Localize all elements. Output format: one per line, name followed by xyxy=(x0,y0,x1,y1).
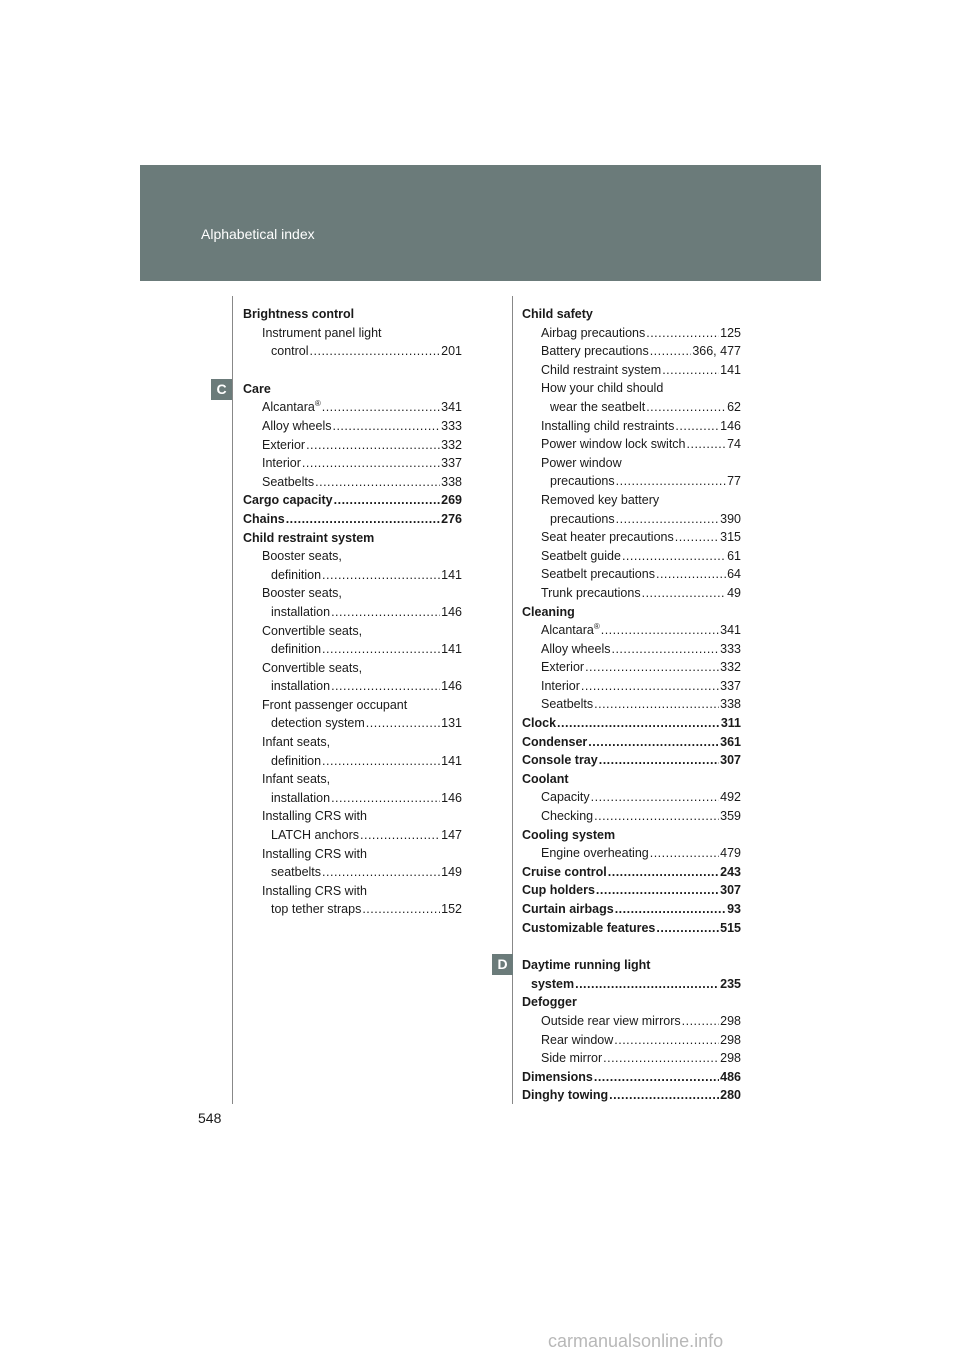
dot-leader xyxy=(616,510,720,529)
page-reference: 341 xyxy=(720,623,741,638)
dot-leader xyxy=(596,881,719,900)
index-subentry xyxy=(243,696,462,733)
entry-term: Interior xyxy=(541,678,580,693)
page-reference: 311 xyxy=(720,716,741,731)
entry-term: Booster seats, xyxy=(262,586,342,601)
page-reference: 333 xyxy=(720,641,741,656)
dot-leader xyxy=(315,473,440,492)
page-reference: 131 xyxy=(441,716,462,731)
dot-leader xyxy=(646,398,726,417)
entry-term: Rear window xyxy=(541,1032,614,1047)
page-header xyxy=(140,165,821,281)
page-reference: 332 xyxy=(441,437,462,452)
index-subentry xyxy=(243,417,462,436)
page-reference: 64 xyxy=(727,567,741,582)
entry-term: Power window lock switch xyxy=(541,437,686,452)
entry-term: Dimensions xyxy=(522,1069,593,1084)
entry-term: Convertible seats, xyxy=(262,660,363,675)
entry-term: Child safety xyxy=(522,307,593,321)
index-subentry xyxy=(522,491,741,528)
index-entry xyxy=(522,603,741,622)
page-reference: 62 xyxy=(727,399,741,414)
page-reference: 201 xyxy=(441,344,462,359)
index-entry xyxy=(522,305,741,324)
index-subentry xyxy=(243,398,462,417)
dot-leader xyxy=(614,1031,719,1050)
entry-term: Outside rear view mirrors xyxy=(541,1013,681,1028)
index-subentry xyxy=(522,565,741,584)
middle-column-rule xyxy=(512,296,513,1104)
entry-term: Removed key battery xyxy=(541,492,660,507)
dot-leader xyxy=(362,900,440,919)
index-subentry xyxy=(522,435,741,454)
page-reference: 77 xyxy=(727,474,741,489)
index-subentry xyxy=(522,695,741,714)
index-subentry xyxy=(243,473,462,492)
entry-term: Instrument panel light xyxy=(262,325,382,340)
page-reference: 390 xyxy=(720,511,741,526)
index-subentry xyxy=(522,1049,741,1068)
entry-term: Seatbelt precautions xyxy=(541,567,655,582)
index-subentry xyxy=(522,807,741,826)
index-subentry xyxy=(522,844,741,863)
index-column-right xyxy=(522,305,741,1105)
header-title: Alphabetical index xyxy=(201,226,315,242)
index-subentry xyxy=(243,324,462,361)
dot-leader xyxy=(662,361,719,380)
page-reference: 141 xyxy=(441,642,462,657)
index-subentry xyxy=(522,788,741,807)
dot-leader xyxy=(687,435,727,454)
page-reference: 146 xyxy=(441,679,462,694)
page-reference: 74 xyxy=(727,437,741,452)
registered-mark: ® xyxy=(593,621,600,631)
index-subentry xyxy=(243,882,462,919)
index-subentry xyxy=(243,584,462,621)
index-subentry xyxy=(243,622,462,659)
entry-term-continued: wear the seatbelt xyxy=(550,399,646,414)
page-reference: 152 xyxy=(441,902,462,917)
index-subentry xyxy=(522,1012,741,1031)
dot-leader xyxy=(608,863,719,882)
entry-term: Exterior xyxy=(541,660,585,675)
dot-leader xyxy=(682,1012,720,1031)
index-entry xyxy=(522,900,741,919)
dot-leader xyxy=(675,528,719,547)
dot-leader xyxy=(286,510,440,529)
index-subentry xyxy=(522,528,741,547)
entry-term: Seatbelts xyxy=(541,697,594,712)
entry-term: Side mirror xyxy=(541,1051,603,1066)
entry-term: Alloy wheels xyxy=(262,418,332,433)
index-column-left xyxy=(243,305,462,919)
dot-leader xyxy=(306,436,440,455)
left-column-rule xyxy=(232,296,233,1104)
dot-leader xyxy=(322,398,440,417)
page-reference: 141 xyxy=(720,362,741,377)
entry-term: Installing CRS with xyxy=(262,846,367,861)
entry-term: Cleaning xyxy=(522,604,575,619)
entry-term: Seatbelts xyxy=(262,474,315,489)
dot-leader xyxy=(322,752,440,771)
page-reference: 280 xyxy=(720,1088,741,1103)
dot-leader xyxy=(642,584,727,603)
entry-term-continued: definition xyxy=(271,753,322,768)
dot-leader xyxy=(591,788,720,807)
page-reference: 125 xyxy=(720,325,741,340)
page-reference: 149 xyxy=(441,865,462,880)
index-entry xyxy=(522,993,741,1012)
entry-term-continued: top tether straps xyxy=(271,902,362,917)
dot-leader xyxy=(601,621,719,640)
page-reference: 479 xyxy=(720,846,741,861)
entry-term: Chains xyxy=(243,511,285,526)
page-reference: 146 xyxy=(441,604,462,619)
page-reference: 338 xyxy=(441,474,462,489)
entry-term-continued: detection system xyxy=(271,716,365,731)
entry-term-continued: LATCH anchors xyxy=(271,828,359,843)
entry-term-continued: installation xyxy=(271,679,331,694)
index-entry xyxy=(522,956,741,993)
page-reference: 298 xyxy=(720,1013,741,1028)
index-subentry xyxy=(522,417,741,436)
entry-term: Child restraint system xyxy=(243,530,375,545)
entry-term: Cup holders xyxy=(522,883,595,898)
dot-leader xyxy=(585,658,719,677)
page-reference: 359 xyxy=(720,809,741,824)
page-reference: 147 xyxy=(441,828,462,843)
entry-term-continued: definition xyxy=(271,567,322,582)
dot-leader xyxy=(594,807,719,826)
entry-term: Interior xyxy=(262,456,301,471)
dot-leader xyxy=(557,714,720,733)
dot-leader xyxy=(609,1086,719,1105)
index-entry xyxy=(243,305,462,324)
page-number: 548 xyxy=(198,1110,222,1126)
dot-leader xyxy=(622,547,726,566)
entry-term: Customizable features xyxy=(522,920,656,935)
dot-leader xyxy=(594,1068,719,1087)
page-reference: 298 xyxy=(720,1051,741,1066)
entry-term: Brightness control xyxy=(243,307,355,321)
section-tab-d: D xyxy=(492,954,513,975)
entry-term: Alcantara® xyxy=(541,621,600,638)
page-reference: 146 xyxy=(720,418,741,433)
entry-term: Defogger xyxy=(522,995,577,1010)
index-subentry xyxy=(243,807,462,844)
index-subentry xyxy=(522,454,741,491)
dot-leader xyxy=(322,863,440,882)
entry-term: Console tray xyxy=(522,753,598,768)
dot-leader xyxy=(310,342,441,361)
dot-leader xyxy=(656,919,719,938)
entry-term: Cruise control xyxy=(522,864,607,879)
entry-term: Installing CRS with xyxy=(262,883,367,898)
index-subentry xyxy=(522,658,741,677)
entry-term: Seatbelt guide xyxy=(541,548,621,563)
entry-term: Daytime running light xyxy=(522,958,651,973)
entry-term: Condenser xyxy=(522,734,588,749)
entry-term: Trunk precautions xyxy=(541,585,641,600)
dot-leader xyxy=(656,565,726,584)
page-reference: 332 xyxy=(720,660,741,675)
dot-leader xyxy=(650,844,719,863)
dot-leader xyxy=(603,1049,719,1068)
entry-term: Capacity xyxy=(541,790,590,805)
entry-term: Convertible seats, xyxy=(262,623,363,638)
index-subentry xyxy=(243,845,462,882)
entry-term: Alloy wheels xyxy=(541,641,611,656)
index-entry xyxy=(522,1086,741,1105)
registered-mark: ® xyxy=(314,399,321,409)
dot-leader xyxy=(322,640,440,659)
entry-term: Installing child restraints xyxy=(541,418,675,433)
entry-term: Curtain airbags xyxy=(522,902,614,916)
dot-leader xyxy=(646,324,719,343)
entry-term: Installing CRS with xyxy=(262,809,367,824)
entry-term-continued: control xyxy=(271,344,309,359)
page-reference: 333 xyxy=(441,418,462,433)
dot-leader xyxy=(581,677,719,696)
page-reference: 146 xyxy=(441,790,462,805)
index-subentry xyxy=(243,770,462,807)
entry-term: Battery precautions xyxy=(541,344,649,359)
entry-term: Child restraint system xyxy=(541,362,662,377)
index-subentry xyxy=(243,436,462,455)
dot-leader xyxy=(615,900,726,919)
page-reference: 341 xyxy=(441,400,462,415)
page-reference: 338 xyxy=(720,697,741,712)
dot-leader xyxy=(616,472,726,491)
entry-term-continued: definition xyxy=(271,642,322,657)
page-reference: 269 xyxy=(441,493,462,508)
page-reference: 361 xyxy=(720,734,741,749)
entry-term-continued: installation xyxy=(271,604,331,619)
index-subentry xyxy=(522,342,741,361)
entry-term: Coolant xyxy=(522,771,569,786)
entry-term-continued: precautions xyxy=(550,474,615,489)
index-entry xyxy=(522,714,741,733)
entry-term: Cargo capacity xyxy=(243,493,333,508)
page-reference: 515 xyxy=(720,920,741,935)
watermark: carmanualsonline.info xyxy=(548,1331,724,1351)
section-tab-c: C xyxy=(211,379,232,400)
page-reference: 492 xyxy=(720,790,741,805)
entry-term: Booster seats, xyxy=(262,549,342,564)
index-entry xyxy=(522,863,741,882)
entry-term: Infant seats, xyxy=(262,735,331,750)
index-entry xyxy=(522,770,741,789)
page-reference: 235 xyxy=(720,976,741,991)
entry-term: Front passenger occupant xyxy=(262,697,408,712)
dot-leader xyxy=(675,417,719,436)
dot-leader xyxy=(322,566,440,585)
index-entry xyxy=(243,529,462,548)
page-reference: 307 xyxy=(720,753,741,768)
dot-leader xyxy=(331,603,440,622)
page-reference: 315 xyxy=(720,530,741,545)
dot-leader xyxy=(360,826,440,845)
dot-leader xyxy=(332,417,440,436)
entry-term-continued: seatbelts xyxy=(271,865,322,880)
dot-leader xyxy=(331,789,440,808)
dot-leader xyxy=(331,677,440,696)
index-entry xyxy=(243,510,462,529)
page-reference: 49 xyxy=(727,585,741,600)
entry-term: Power window xyxy=(541,455,622,470)
page-reference: 307 xyxy=(720,883,741,898)
index-subentry xyxy=(522,677,741,696)
index-entry xyxy=(243,380,462,399)
index-subentry xyxy=(522,584,741,603)
page-reference: 141 xyxy=(441,753,462,768)
section-gap xyxy=(243,361,462,380)
page-reference: 486 xyxy=(720,1069,741,1084)
index-entry xyxy=(522,919,741,938)
page-reference: 337 xyxy=(441,456,462,471)
index-subentry xyxy=(522,324,741,343)
entry-term: Alcantara® xyxy=(262,399,321,415)
page-reference: 366, 477 xyxy=(692,344,741,359)
entry-term: Cooling system xyxy=(522,827,616,842)
dot-leader xyxy=(302,454,440,473)
entry-term: Airbag precautions xyxy=(541,325,646,340)
index-subentry xyxy=(522,640,741,659)
dot-leader xyxy=(594,695,719,714)
index-subentry xyxy=(522,547,741,566)
dot-leader xyxy=(650,342,692,361)
index-subentry xyxy=(243,733,462,770)
entry-term: Care xyxy=(243,381,271,396)
page-reference: 61 xyxy=(727,548,741,563)
index-entry xyxy=(522,733,741,752)
index-subentry xyxy=(243,454,462,473)
dot-leader xyxy=(599,751,719,770)
index-subentry xyxy=(522,621,741,640)
section-gap xyxy=(522,937,741,956)
page-reference: 276 xyxy=(441,511,462,526)
page-reference: 298 xyxy=(720,1032,741,1047)
index-entry xyxy=(522,1068,741,1087)
entry-term: Seat heater precautions xyxy=(541,530,674,545)
index-entry xyxy=(522,881,741,900)
entry-term-continued: installation xyxy=(271,790,331,805)
entry-term: Clock xyxy=(522,716,557,731)
dot-leader xyxy=(334,491,441,510)
page-reference: 141 xyxy=(441,567,462,582)
index-subentry xyxy=(522,1031,741,1050)
index-entry xyxy=(243,491,462,510)
entry-term-continued: precautions xyxy=(550,511,615,526)
index-subentry xyxy=(522,379,741,416)
entry-term: Infant seats, xyxy=(262,772,331,787)
entry-term: Checking xyxy=(541,809,594,824)
entry-term: Exterior xyxy=(262,437,306,452)
index-subentry xyxy=(243,659,462,696)
page-reference: 93 xyxy=(727,902,741,916)
dot-leader xyxy=(611,640,719,659)
index-subentry xyxy=(243,547,462,584)
page-reference: 243 xyxy=(720,864,741,879)
page-reference: 337 xyxy=(720,678,741,693)
entry-term: How your child should xyxy=(541,381,664,396)
entry-term-continued: system xyxy=(531,976,575,991)
dot-leader xyxy=(575,975,719,994)
entry-term: Engine overheating xyxy=(541,846,649,861)
index-entry xyxy=(522,826,741,845)
entry-term: Dinghy towing xyxy=(522,1088,609,1103)
index-subentry xyxy=(522,361,741,380)
index-entry xyxy=(522,751,741,770)
dot-leader xyxy=(588,733,719,752)
dot-leader xyxy=(366,714,440,733)
